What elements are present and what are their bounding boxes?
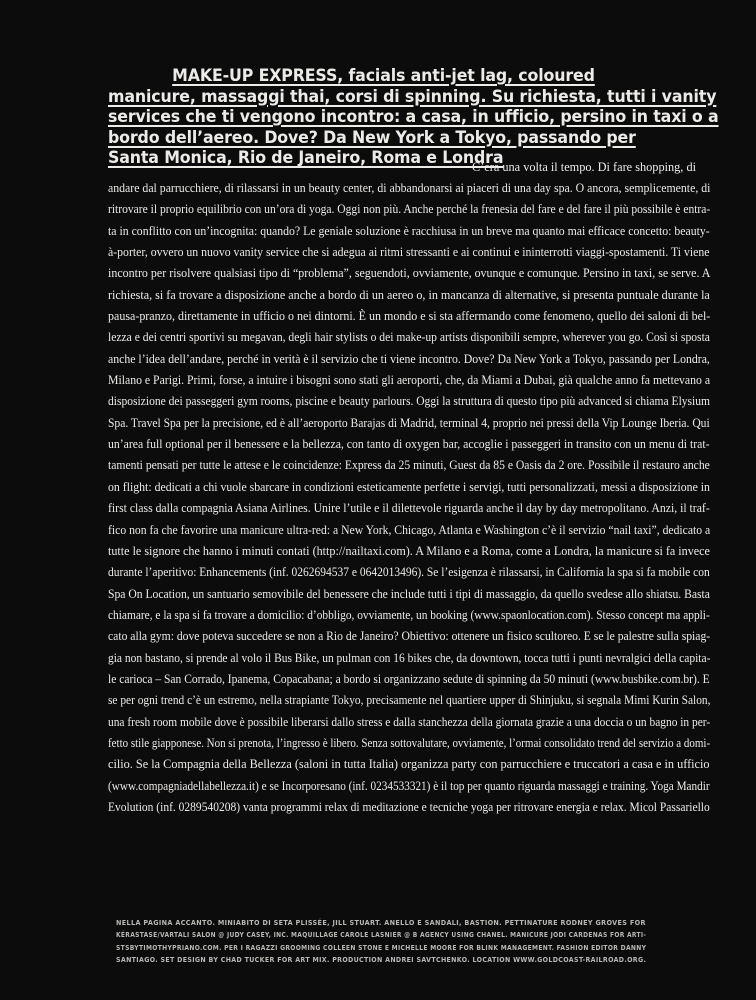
body-line: fetto stile giapponese. Non si prenota, l’ingresso è libero. Senza sottovalutare, ovviamente, l’ormai consolidato trend del servizio a domi- [108,735,711,750]
body-line: fico non fa che favorire una manicure ultra-red: a New York, Chicago, Atlanta e Washington c’è il servizio “nail taxi”, dedicato a [108,522,711,537]
headline-line: manicure, massaggi thai, corsi di spinning. Su richiesta, tutti i vanity [108,86,717,107]
photo-credits [116,917,646,966]
credit-line: KÉRASTASE/VARTALI SALON @ JUDY CASEY, INC. MAQUILLAGE CAROLE LASNIER @ B AGENCY USING CHANEL. MANICURE JODI CARDENAS FOR ARTI- [116,931,647,940]
body-line: cato alla gym: dove poteva succedere se non a Rio de Janeiro? Obiettivo: ottenere un fisico scultoreo. E se le palestre sulla spiag- [108,629,711,644]
body-line: pausa-pranzo, direttamente in ufficio o nei dintorni. È un mondo e si sta affermando come fenomeno, quello dei saloni di bel- [108,309,711,324]
body-line: se per ogni trend c’è un estremo, nella strapiante Tokyo, precisamente nel quartiere upper di Shinjuku, si segnala Mimi Kurin Salon, [108,693,711,708]
body-line: tamenti pensati per tutte le attese e le coincidenze: Express da 25 minuti, Guest da 85 e Oasis da 2 ore. Possibile il restauro anche [108,458,710,473]
credit-line: STSBYTIMOTHYPRIANO.COM. PER I RAGAZZI GROOMING COLLEEN STONE E MICHELLE MOORE FOR BLINK MANAGEMENT. FASHION EDITOR DANNY [116,943,647,952]
body-line: un’area full optional per il benessere e la bellezza, con tanto di oxygen bar, accoglie i passeggeri in transito con un menu di trat- [108,437,710,452]
body-line: Spa On Location, un santuario semovibile del benessere che include tutti i tipi di massaggio, da quello svedese allo shiatsu. Basta [108,586,710,601]
article-headline [108,66,719,169]
body-line: (www.compagniadellabellezza.it) e se Incorporesano (inf. 0234533321) è il top per quanto riguarda massaggi e training. Yoga Mandir [108,778,710,793]
body-line: first class dalla compagnia Asiana Airlines. Unire l’utile e il dilettevole riguarda anche il day by day metropolitano. Anzi, il traf- [108,501,710,516]
article [108,66,719,814]
body-line: gia non bastano, si prende al volo il Bus Bike, un pulman con 16 bikes che, da downtown, tocca tutti i punti nevralgici della capita- [108,650,711,665]
headline-line: Santa Monica, Rio de Janeiro, Roma e Londra [108,148,504,168]
body-line: Evolution (inf. 0289540208) vanta programmi relax di meditazione e tecniche yoga per ritrovare energia e relax. Micol Passariello [108,799,710,814]
body-line: le carioca – San Corrado, Ipanema, Copacabana; a bordo si organizzano sedute di spinning da 50 minuti (www.busbike.com.br). E [108,671,710,686]
body-line: chiamare, e la spa si fa trovare a domicilio: d’obbligo, ovviamente, un booking (www.spaonlocation.com). Stesso concept ma appli- [108,607,710,622]
body-first-line: C’era una volta il tempo. Di fare shopping, di [472,160,697,174]
body-line: andare dal parrucchiere, di rilassarsi in un beauty center, di abbandonarsi ai piaceri di una day spa. O ancora, semplicemente, di [108,181,711,195]
headline-line: services che ti vengono incontro: a casa, in ufficio, persino in taxi o a [108,107,719,127]
body-line: Milano e Parigi. Primi, forse, a intuire i bisogni sono stati gli aeroporti, che, da Miami a Dubai, già qualche anno fa mettevano a [108,373,711,388]
headline-line: bordo dell’aereo. Dove? Da New York a Tokyo, passando per [108,127,636,148]
body-line: incontro per risolvere qualsiasi tipo di “problema”, seguendoti, ovviamente, ovunque e comunque. Persino in taxi, se serve. A [108,266,711,281]
body-line: lezza e dei centri sportivi su megavan, degli hair stylists o dei make-up artists disponibili sempre, wherever you go. Così si sposta [108,330,710,345]
body-line: una fresh room mobile dove è possibile liberarsi dallo stress e dalla stanchezza della giornata grazie a una doccia o un bagno in per- [108,714,711,729]
body-lines [108,178,710,818]
body-line: ritrovare il proprio equilibrio con un’ora di yoga. Oggi non più. Anche perché la frenesia del fare e del fare il più possibile è entra- [108,202,711,217]
headline-line: MAKE-UP EXPRESS, facials anti-jet lag, coloured [172,66,595,86]
body-line: richiesta, si fa trovare a disposizione anche a bordo di un aereo o, in mancanza di alternative, si presenta puntuale durante la [108,287,710,302]
body-line: tutte le signore che hanno i minuti contati (http://nailtaxi.com). A Milano e a Roma, come a Londra, la manicure si fa invece [108,543,710,558]
body-line: anche l’idea dell’andare, perché in verità è il servizio che ti viene incontro. Dove? Da New York a Tokyo, passando per Londra, [108,351,710,366]
body-line: à-porter, ovvero un nuovo vanity service che si adegua ai ritmi stressanti e ai continui e ininterrotti viaggi-spostamenti. Ti viene [108,245,710,260]
credit-line: SANTIAGO. SET DESIGN BY CHAD TUCKER FOR ART MIX. PRODUCTION ANDREI SAVTCHENKO. LOCATION WWW.GOLDCOAST-RAILROAD.ORG. [116,955,647,964]
body-line: disposizione dei passeggeri gym rooms, piscine e beauty parlours. Oggi la struttura di questo tipo più advanced si chiama Elysium [108,394,711,409]
body-line: durante l’aperitivo: Enhancements (inf. 0262694537 e 0642013496). Se l’esigenza è rilassarsi, in California la spa si fa mobile con [108,565,710,580]
credit-line: NELLA PAGINA ACCANTO. MINIABITO DI SETA PLISSÉE, JILL STUART. ANELLO E SANDALI, BASTION. PETTINATURE RODNEY GROVES FOR [116,919,646,927]
body-line: ta in conflitto con un’incognita: quando? Le geniale soluzione è racchiusa in un breve ma quanto mai efficace concetto: beauty- [108,223,710,238]
body-line: cilio. Se la Compagnia della Bellezza (saloni in tutta Italia) organizza party con parrucchiere e truccatori a casa e in ufficio [108,757,710,772]
body-line: Spa. Travel Spa per la precisione, ed è all’aeroporto Barajas di Madrid, terminal 4, proprio nei pressi della Vip Lounge Iberia. Qui [108,415,710,430]
body-line: on flight: dedicati a chi vuole sbarcare in condizioni esteticamente perfette i servigi, tutti personalizzati, messi a disposizione in [108,479,710,494]
